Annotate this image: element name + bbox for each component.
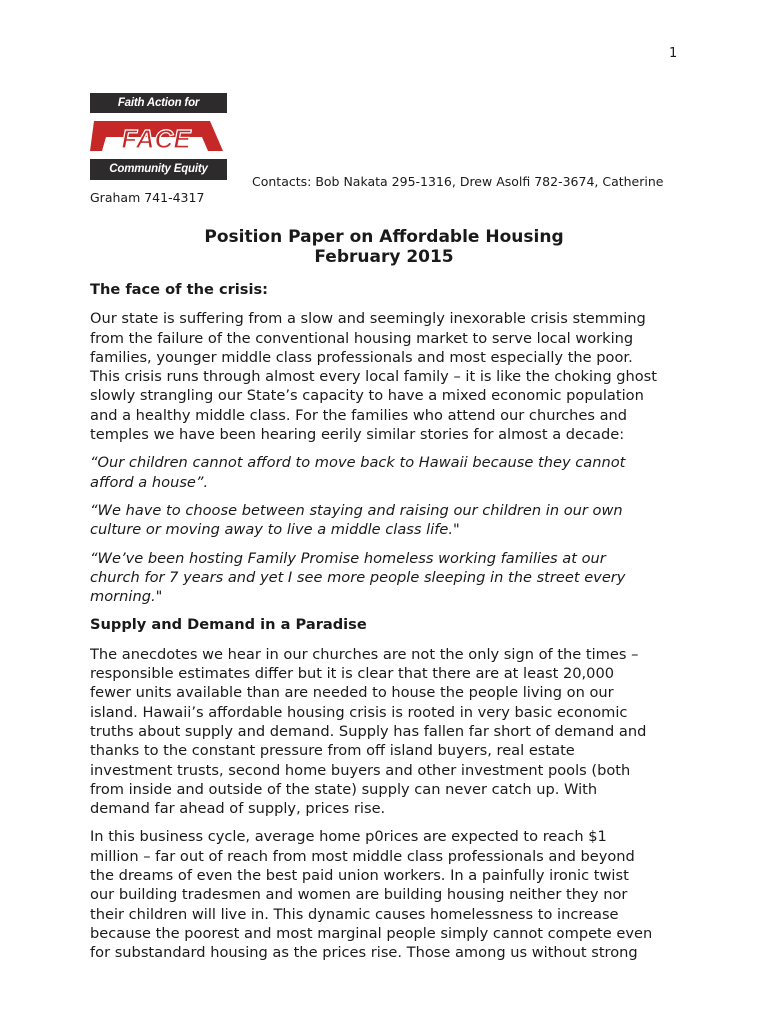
contacts-line: Contacts: Bob Nakata 295-1316, Drew Asolfi 782-3674, Catherine	[252, 174, 664, 189]
text-line: “We have to choose between staying and raising our children in our own	[90, 501, 623, 519]
text-line: “We’ve been hosting Family Promise homeless working families at our	[90, 549, 606, 567]
text-line: our building tradesmen and women are building housing neither they nor	[90, 886, 628, 904]
text-line: morning."	[90, 588, 163, 606]
paragraph-business-cycle	[90, 827, 690, 962]
text-line: million – far out of reach from most middle class professionals and beyond	[90, 847, 635, 865]
text-line: Our state is suffering from a slow and seemingly inexorable crisis stemming	[90, 310, 646, 328]
text-line: church for 7 years and yet I see more people sleeping in the street every	[90, 568, 626, 586]
logo-bottom-text: Community Equity	[90, 159, 227, 180]
text-line: fewer units available than are needed to house the people living on our	[90, 684, 614, 702]
text-line: The anecdotes we hear in our churches are not the only sign of the times –	[90, 645, 639, 663]
text-line: investment trusts, second home buyers and other investment pools (both	[90, 761, 631, 779]
page-number: 1	[669, 46, 678, 61]
text-line: afford a house”.	[90, 473, 209, 491]
text-line: because the poorest and most marginal people simply cannot compete even	[90, 924, 653, 942]
logo-top-text: Faith Action for	[90, 93, 227, 113]
paragraph-crisis	[90, 309, 690, 444]
text-line: slowly strangling our State’s capacity to have a mixed economic population	[90, 387, 644, 405]
quote-2	[90, 501, 690, 540]
text-line: culture or moving away to live a middle class life."	[90, 521, 460, 539]
text-line: families, younger middle class professionals and most especially the poor.	[90, 348, 633, 366]
quote-3	[90, 549, 690, 607]
text-line: from inside and outside of the state) supply can never catch up. With	[90, 780, 598, 798]
text-line: the dreams of even the best paid union workers. In a painfully ironic twist	[90, 867, 629, 885]
text-line: truths about supply and demand. Supply has fallen far short of demand and	[90, 722, 647, 740]
text-line: from the failure of the conventional housing market to serve local working	[90, 329, 634, 347]
section-heading-crisis: The face of the crisis:	[90, 281, 269, 298]
text-line: demand far ahead of supply, prices rise.	[90, 800, 386, 818]
face-logo	[90, 93, 227, 187]
title-line-2: February 2015	[314, 247, 454, 267]
contacts-line-continued: Graham 741-4317	[90, 190, 205, 205]
text-line: thanks to the constant pressure from off island buyers, real estate	[90, 742, 575, 760]
paragraph-supply	[90, 645, 690, 819]
text-line: In this business cycle, average home p0rices are expected to reach $1	[90, 828, 607, 846]
quote-1	[90, 453, 690, 492]
section-heading-supply: Supply and Demand in a Paradise	[90, 616, 367, 634]
text-line: This crisis runs through almost every local family – it is like the choking ghost	[90, 368, 657, 386]
document-body	[90, 280, 690, 972]
text-line: for substandard housing as the prices rise. Those among us without strong	[90, 944, 638, 962]
title-line-1: Position Paper on Affordable Housing	[204, 227, 564, 247]
text-line: their children will live in. This dynamic causes homelessness to increase	[90, 905, 619, 923]
text-line: temples we have been hearing eerily similar stories for almost a decade:	[90, 426, 625, 444]
text-line: “Our children cannot afford to move back to Hawaii because they cannot	[90, 454, 626, 472]
logo-mark-text: FACE	[121, 124, 191, 154]
text-line: responsible estimates differ but it is clear that there are at least 20,000	[90, 665, 615, 683]
face-logo-mark	[90, 115, 227, 157]
document-title	[0, 227, 768, 267]
text-line: island. Hawaii’s affordable housing crisis is rooted in very basic economic	[90, 703, 628, 721]
text-line: and a healthy middle class. For the families who attend our churches and	[90, 406, 628, 424]
